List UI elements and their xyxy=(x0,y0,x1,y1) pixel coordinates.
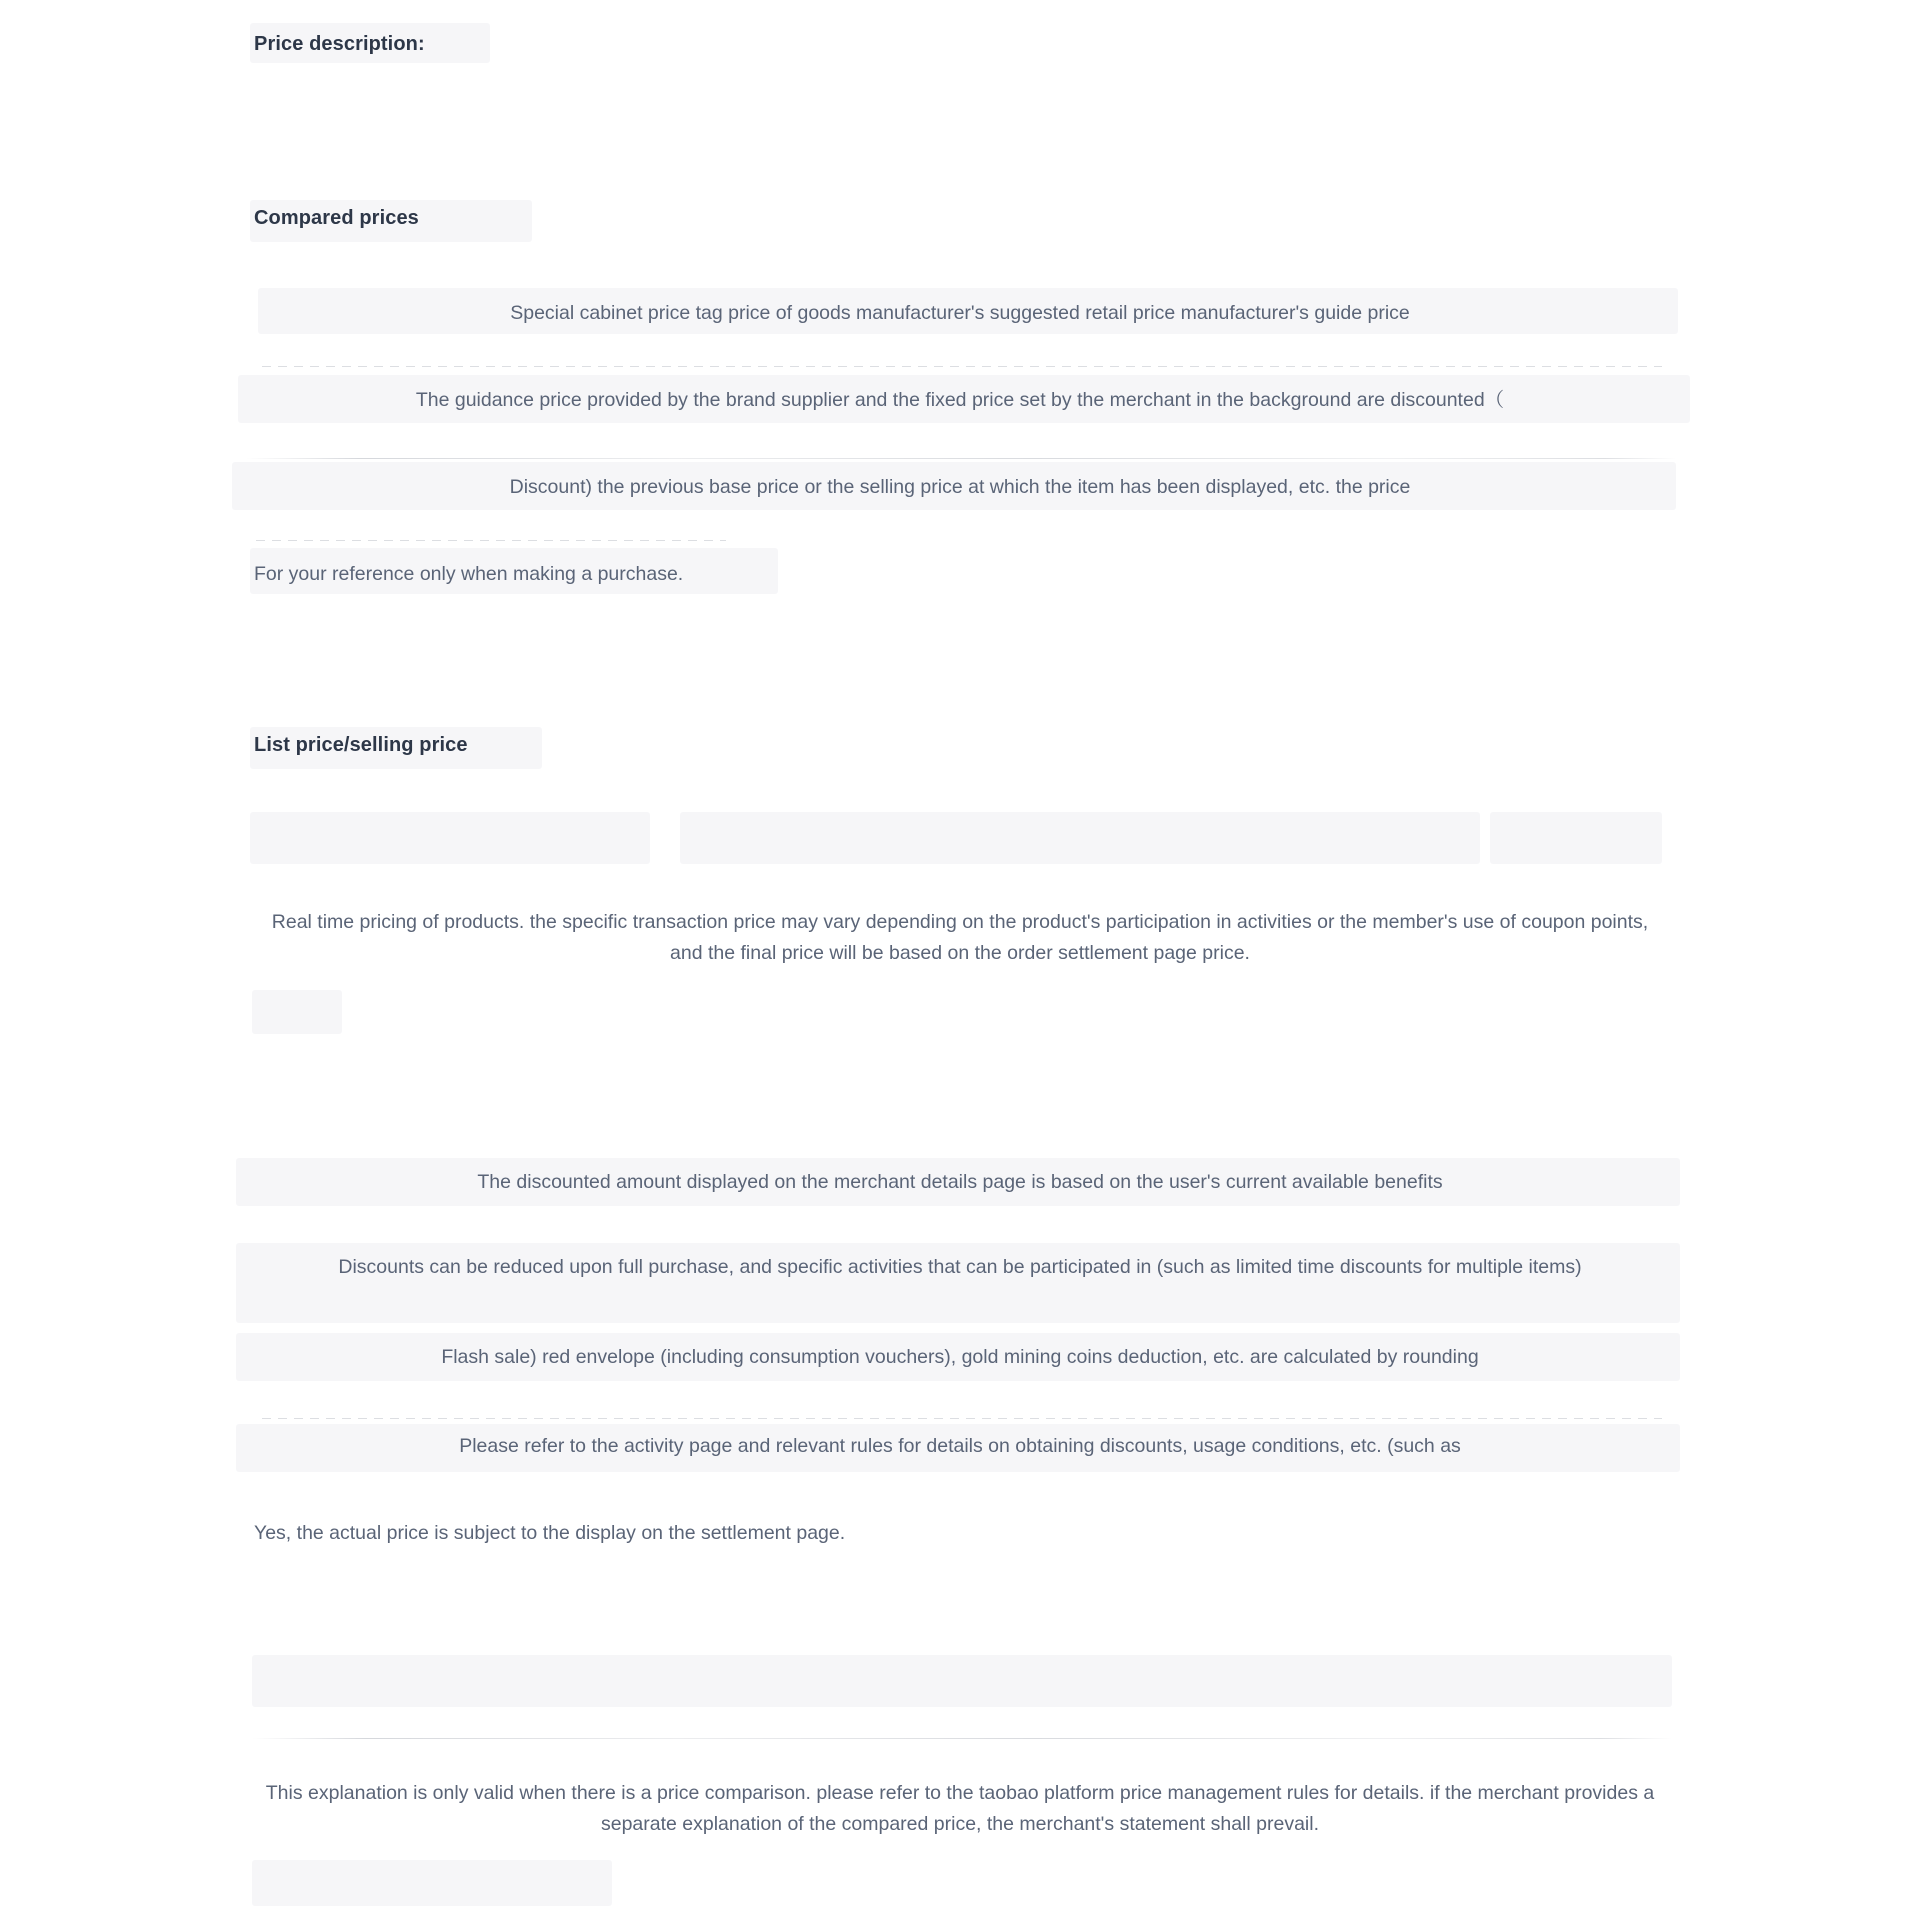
section-heading-list-price: List price/selling price xyxy=(254,734,468,756)
scan-artifact xyxy=(252,990,342,1034)
scan-artifact xyxy=(252,1860,612,1906)
list-price-paragraph-3: Discounts can be reduced upon full purchase, and specific activities that can be participated in (such as limited time discounts for multiple items) xyxy=(338,1256,1582,1278)
list-price-paragraph-1: Real time pricing of products. the specific transaction price may vary depending on the product's participation in activities or the member's use of coupon points, and the final price will be based on the order settlement page price. xyxy=(271,911,1649,964)
page-title: Price description: xyxy=(254,33,425,55)
compared-prices-paragraph-2: The guidance price provided by the brand supplier and the fixed price set by the merchant in the background are discounted（ xyxy=(415,389,1505,411)
scan-artifact xyxy=(1490,812,1662,864)
scan-streak xyxy=(262,1418,1662,1419)
compared-prices-paragraph-4: For your reference only when making a purchase. xyxy=(254,563,684,585)
scan-artifact xyxy=(250,812,650,864)
compared-prices-paragraph-3: Discount) the previous base price or the selling price at which the item has been displayed, etc. the price xyxy=(509,476,1411,498)
list-price-paragraph-2: The discounted amount displayed on the merchant details page is based on the user's current available benefits xyxy=(477,1171,1443,1193)
scan-streak xyxy=(252,1738,1672,1739)
scan-artifact xyxy=(680,812,1480,864)
list-price-paragraph-4: Flash sale) red envelope (including consumption vouchers), gold mining coins deduction, etc. are calculated by rounding xyxy=(441,1346,1479,1368)
footnote: This explanation is only valid when there is a price comparison. please refer to the taobao platform price management rules for details. if the merchant provides a separate explanation of the compared price, the merchant's statement shall prevail. xyxy=(265,1782,1655,1835)
list-price-paragraph-5: Please refer to the activity page and relevant rules for details on obtaining discounts, usage conditions, etc. (such as xyxy=(459,1435,1461,1457)
compared-prices-paragraph-1: Special cabinet price tag price of goods manufacturer's suggested retail price manufacturer's guide price xyxy=(510,302,1410,324)
list-price-paragraph-6: Yes, the actual price is subject to the display on the settlement page. xyxy=(254,1522,846,1544)
scan-streak xyxy=(246,458,1676,459)
section-heading-compared-prices: Compared prices xyxy=(254,207,419,229)
scan-streak xyxy=(256,540,726,541)
scan-artifact xyxy=(252,1655,1672,1707)
scan-streak xyxy=(262,366,1662,367)
